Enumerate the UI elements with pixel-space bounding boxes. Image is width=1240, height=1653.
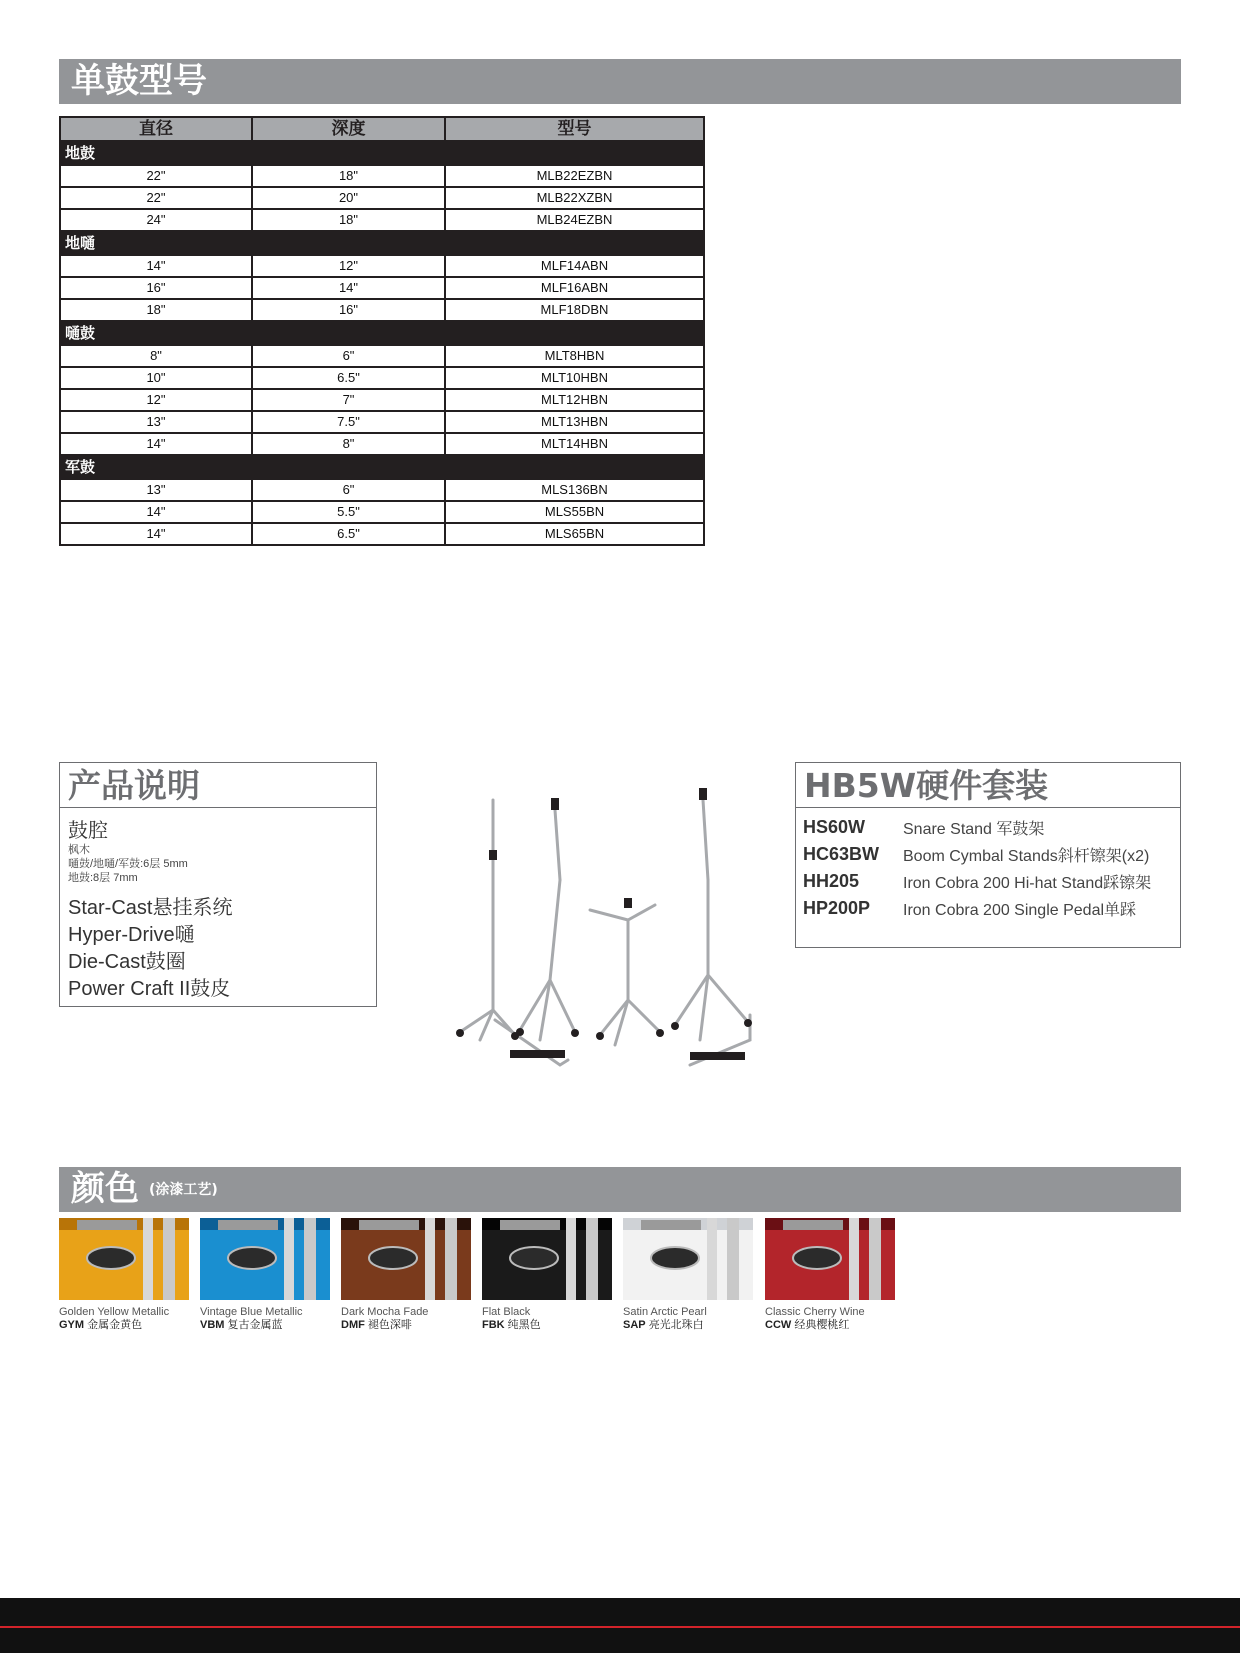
shell-spec-bass: 地鼓:8层 7mm [68, 872, 138, 884]
table-row: 14" 6.5" MLS65BN [60, 523, 704, 545]
color-code: GYM [59, 1319, 85, 1331]
color-sample-image [59, 1218, 189, 1300]
color-swatch [200, 1218, 330, 1332]
hardware-code: HS60W [803, 817, 866, 837]
feature-item: Power Craft II鼓皮 [68, 978, 231, 1000]
col-diameter: 直径 [60, 117, 252, 141]
color-code: SAP [623, 1319, 646, 1331]
hardware-code: HP200P [803, 898, 871, 918]
color-name: Vintage Blue Metallic [200, 1306, 303, 1318]
hardware-desc: Snare Stand 军鼓架 [903, 821, 1045, 838]
hardware-set-title: HB5W硬件套装 [796, 763, 1180, 808]
table-row: 14" 8" MLT14HBN [60, 433, 704, 455]
feature-item: Die-Cast鼓圈 [68, 951, 186, 973]
color-code: FBK [482, 1319, 505, 1331]
color-cn: 纯黑色 [507, 1319, 541, 1331]
category-row-tom: 嗵鼓 [60, 321, 704, 345]
section-note: (涂漆工艺) [149, 1182, 218, 1198]
color-cn: 金属金黄色 [87, 1319, 143, 1331]
color-swatch [765, 1218, 895, 1332]
table-row: 22" 18" MLB22EZBN [60, 165, 704, 187]
color-sample-image [482, 1218, 612, 1300]
color-sample-image [765, 1218, 895, 1300]
feature-item: Hyper-Drive嗵 [68, 924, 195, 946]
drum-model-table [59, 116, 705, 546]
table-row: 12" 7" MLT12HBN [60, 389, 704, 411]
category-row-bass-drum: 地鼓 [60, 141, 704, 165]
color-cn: 经典樱桃红 [794, 1319, 850, 1331]
color-sample-image [200, 1218, 330, 1300]
color-code: DMF [341, 1319, 365, 1331]
section-header-colors [59, 1167, 1181, 1212]
hardware-item [803, 814, 1173, 841]
category-row-floor-tom: 地嗵 [60, 231, 704, 255]
hardware-desc: Iron Cobra 200 Single Pedal单踩 [903, 902, 1137, 919]
hardware-desc: Boom Cymbal Stands斜杆镲架(x2) [903, 848, 1150, 865]
product-description-title: 产品说明 [60, 763, 376, 808]
table-row: 8" 6" MLT8HBN [60, 345, 704, 367]
table-row: 24" 18" MLB24EZBN [60, 209, 704, 231]
color-swatch [623, 1218, 753, 1332]
col-model: 型号 [445, 117, 704, 141]
hardware-desc: Iron Cobra 200 Hi-hat Stand踩镲架 [903, 875, 1152, 892]
color-code: VBM [200, 1319, 225, 1331]
col-depth: 深度 [252, 117, 445, 141]
hardware-item [803, 841, 1173, 868]
table-row: 22" 20" MLB22XZBN [60, 187, 704, 209]
hardware-code: HC63BW [803, 844, 880, 864]
table-row: 18" 16" MLF18DBN [60, 299, 704, 321]
color-swatch [59, 1218, 189, 1332]
hardware-item [803, 868, 1173, 895]
hardware-code: HH205 [803, 871, 860, 891]
color-swatch [482, 1218, 612, 1332]
feature-item: Star-Cast悬挂系统 [68, 897, 233, 919]
shell-material: 枫木 [68, 844, 90, 856]
table-row: 10" 6.5" MLT10HBN [60, 367, 704, 389]
color-name: Golden Yellow Metallic [59, 1306, 170, 1318]
color-cn: 复古金属蓝 [227, 1319, 283, 1331]
category-row-snare: 军鼓 [60, 455, 704, 479]
table-row: 14" 5.5" MLS55BN [60, 501, 704, 523]
section-title: 颜色 [71, 1169, 139, 1209]
section-title: 单鼓型号 [71, 61, 207, 101]
color-swatch [341, 1218, 471, 1332]
product-description-box [59, 762, 377, 1007]
footer-accent-line [0, 1626, 1240, 1628]
hardware-item [803, 895, 1173, 922]
color-sample-image [623, 1218, 753, 1300]
color-sample-image [341, 1218, 471, 1300]
color-name: Classic Cherry Wine [765, 1306, 865, 1318]
shell-title: 鼓腔 [68, 820, 108, 842]
table-row: 14" 12" MLF14ABN [60, 255, 704, 277]
color-code: CCW [765, 1319, 792, 1331]
color-name: Dark Mocha Fade [341, 1306, 429, 1318]
color-cn: 亮光北珠白 [648, 1319, 704, 1331]
color-name: Satin Arctic Pearl [623, 1306, 707, 1318]
hardware-set-image [450, 770, 790, 1070]
table-row: 16" 14" MLF16ABN [60, 277, 704, 299]
table-row: 13" 6" MLS136BN [60, 479, 704, 501]
table-row: 13" 7.5" MLT13HBN [60, 411, 704, 433]
section-header-single-drums [59, 59, 1181, 104]
hardware-set-box [795, 762, 1181, 948]
color-cn: 褪色深啡 [367, 1319, 412, 1331]
color-name: Flat Black [482, 1306, 531, 1318]
shell-spec-toms: 嗵鼓/地嗵/军鼓:6层 5mm [68, 858, 188, 870]
